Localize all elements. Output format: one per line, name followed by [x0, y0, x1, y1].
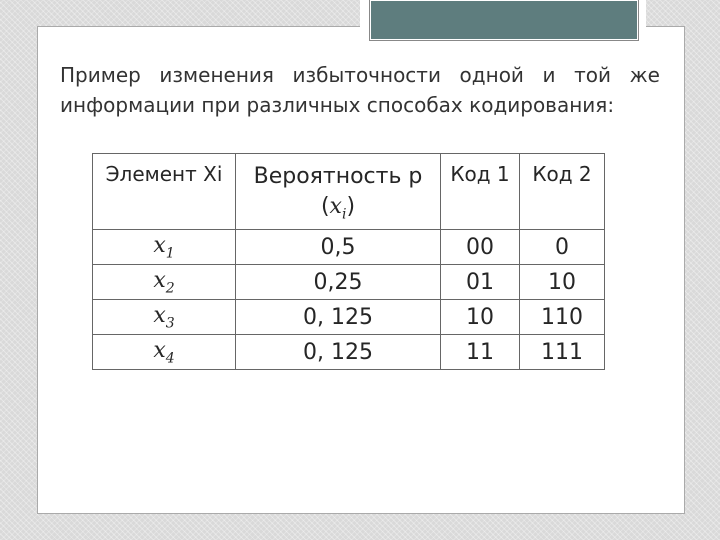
- cell-probability: 0, 125: [236, 335, 441, 370]
- heading-word: той: [574, 63, 611, 87]
- header-code-1: Код 1: [441, 154, 520, 230]
- heading-word: изменения: [159, 63, 274, 87]
- cell-probability: 0,25: [236, 265, 441, 300]
- heading-line-2: информации при различных способах кодирования:: [60, 93, 615, 117]
- cell-code-2: 10: [520, 265, 605, 300]
- accent-block: [370, 0, 638, 40]
- table-row: [93, 300, 605, 335]
- cell-element: $x_2$: [93, 265, 236, 300]
- heading-line-1: [60, 60, 660, 90]
- cell-probability: 0, 125: [236, 300, 441, 335]
- table-row: [93, 335, 605, 370]
- slide-heading: [60, 60, 660, 120]
- cell-code-2: 111: [520, 335, 605, 370]
- cell-code-1: 00: [441, 230, 520, 265]
- heading-word: одной: [459, 63, 524, 87]
- header-code-2: Код 2: [520, 154, 605, 230]
- heading-word: избыточности: [292, 63, 441, 87]
- heading-word: же: [629, 63, 660, 87]
- cell-element: $x_1$: [93, 230, 236, 265]
- header-element: Элемент Xi: [93, 154, 236, 230]
- cell-code-2: 110: [520, 300, 605, 335]
- header-probability: Вероятность p $(x_i)$: [236, 154, 441, 230]
- coding-table: [92, 153, 605, 370]
- heading-word: и: [542, 63, 556, 87]
- cell-code-2: 0: [520, 230, 605, 265]
- cell-element: $x_3$: [93, 300, 236, 335]
- table-header-row: [93, 154, 605, 230]
- header-probability-text: Вероятность p: [253, 164, 423, 189]
- cell-code-1: 11: [441, 335, 520, 370]
- heading-word: Пример: [60, 63, 141, 87]
- cell-code-1: 10: [441, 300, 520, 335]
- cell-probability: 0,5: [236, 230, 441, 265]
- table-row: [93, 265, 605, 300]
- cell-code-1: 01: [441, 265, 520, 300]
- cell-element: $x_4$: [93, 335, 236, 370]
- table-row: [93, 230, 605, 265]
- header-probability-var: $x_i$: [329, 194, 347, 223]
